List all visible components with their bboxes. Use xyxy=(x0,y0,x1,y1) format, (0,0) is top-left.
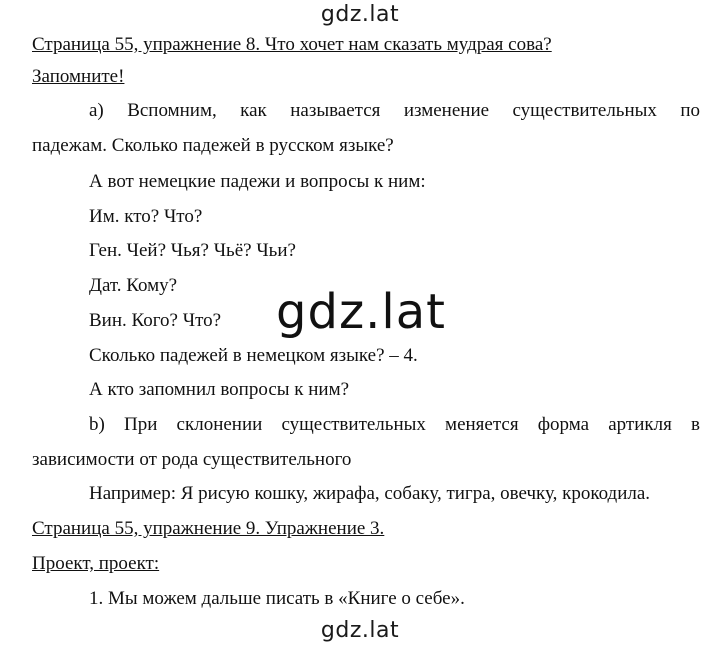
how-many-cases: Сколько падежей в немецком языке? – 4. xyxy=(89,345,418,366)
remember-label: Запомните! xyxy=(32,66,125,87)
case-accusative: Вин. Кого? Что? xyxy=(89,310,222,331)
paragraph-b-line-1: b) При склонении существительных меняется форма артикля в xyxy=(89,414,700,435)
watermark-center: gdz.lat xyxy=(276,284,446,340)
watermark-bottom: gdz.lat xyxy=(320,618,400,643)
project-label: Проект, проект: xyxy=(32,553,160,574)
paragraph-b-line-2: зависимости от рода существительного xyxy=(32,449,352,470)
case-dative: Дат. Кому? xyxy=(89,275,178,296)
example-sentence: Например: Я рисую кошку, жирафа, собаку, тигра, овечку, крокодила. xyxy=(89,483,651,504)
project-item-1: 1. Мы можем дальше писать в «Книге о себе». xyxy=(89,588,465,609)
heading-exercise-8: Страница 55, упражнение 8. Что хочет нам сказать мудрая сова? xyxy=(32,34,552,55)
paragraph-a-line-1: а) Вспомним, как называется изменение существительных по xyxy=(89,100,700,121)
heading-exercise-9: Страница 55, упражнение 9. Упражнение 3. xyxy=(32,518,385,539)
case-genitive: Ген. Чей? Чья? Чьё? Чьи? xyxy=(89,240,296,261)
who-remembered: А кто запомнил вопросы к ним? xyxy=(89,379,350,400)
watermark-top: gdz.lat xyxy=(320,2,400,27)
case-nominative: Им. кто? Что? xyxy=(89,206,203,227)
german-cases-intro: А вот немецкие падежи и вопросы к ним: xyxy=(89,171,426,192)
paragraph-a-line-2: падежам. Сколько падежей в русском языке? xyxy=(32,135,394,156)
